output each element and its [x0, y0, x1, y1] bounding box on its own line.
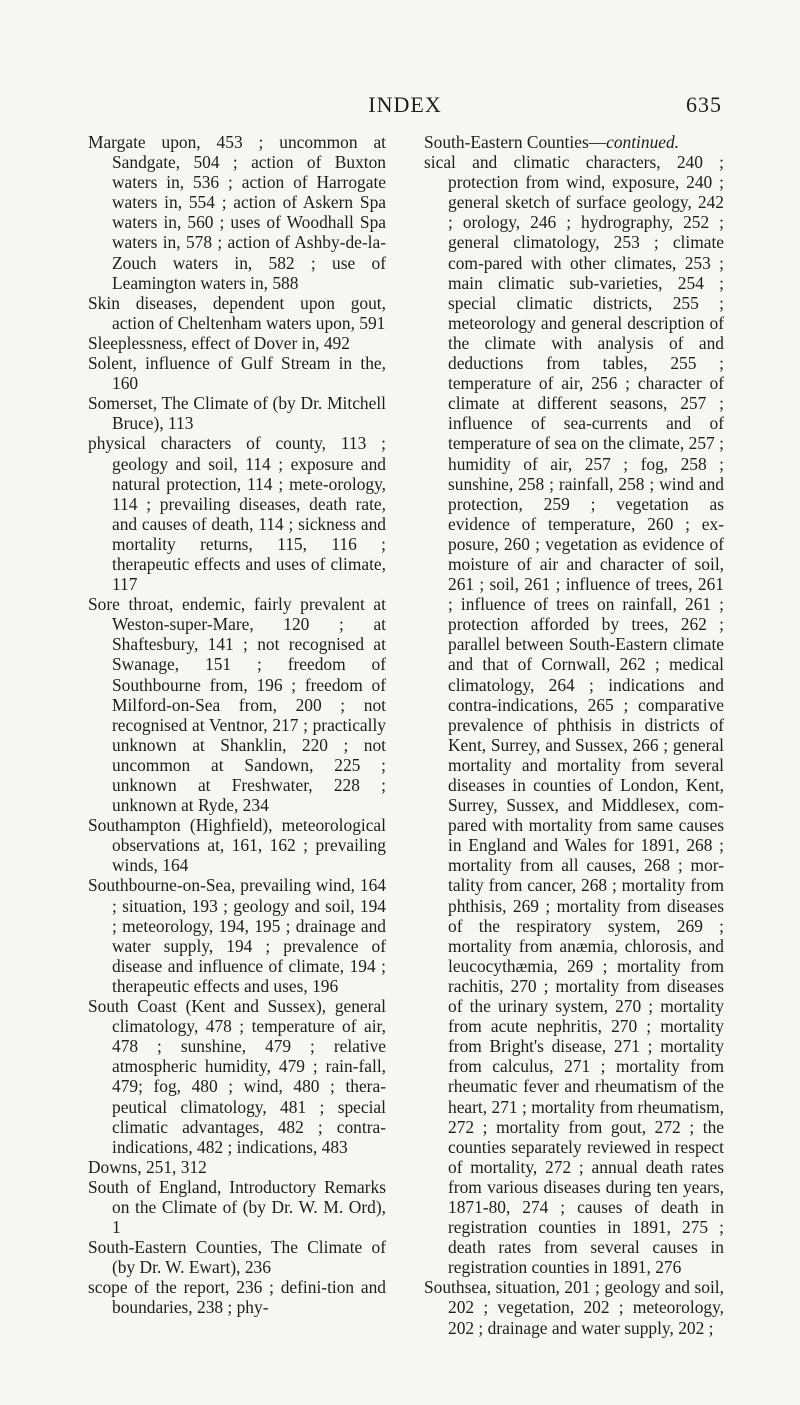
index-entry: South of England, Introductory Remarks on the Climate of (by Dr. W. M. Ord), 1	[88, 1176, 386, 1238]
index-entry: Somerset, The Climate of (by Dr. Mitchell Bruce), 113	[88, 393, 386, 434]
index-entry: Sore throat, endemic, fairly prevalent at Weston-super-Mare, 120 ; at Shaftesbury, 141 ; not recognised at Swanage, 151 ; freedom of Southbourne from, 196 ; freedom of Milford-on-Sea from, 200 ; not recognised at Ventnor, 217 ; practically unknown at Shanklin, 220 ; not uncommon at Sandown, 225 ; unknown at Freshwater, 228 ; unknown at Ryde, 234	[88, 594, 386, 816]
index-entry: Sleeplessness, effect of Dover in, 492	[88, 332, 350, 353]
index-entry: Margate upon, 453 ; uncommon at Sandgate, 504 ; action of Buxton waters in, 536 ; action of Harrogate waters in, 554 ; action of Askern Spa waters in, 560 ; uses of Woodhall Spa waters in, 578 ; action of Ashby-de-la-Zouch waters in, 582 ; use of Leamington waters in, 588	[88, 132, 386, 293]
continued-heading-text: South-Eastern Counties—	[424, 132, 607, 152]
index-entry: Southbourne-on-Sea, prevailing wind, 164 ; situation, 193 ; geology and soil, 194 ; meteorology, 194, 195 ; drainage and water supply, 194 ; prevalence of disease and influence of climate, 194 ; therapeutic effects and uses, 196	[88, 875, 386, 996]
page-title: INDEX	[368, 92, 442, 117]
index-entry: Downs, 251, 312	[88, 1156, 207, 1177]
right-column	[424, 132, 724, 1338]
index-entry: Skin diseases, dependent upon gout, action of Cheltenham waters upon, 591	[88, 292, 386, 333]
index-entry: scope of the report, 236 ; defini-tion and boundaries, 238 ; phy-	[88, 1277, 386, 1318]
page-number: 635	[686, 92, 722, 117]
left-column	[88, 132, 386, 1318]
continued-heading	[424, 132, 724, 152]
continued-entry-text: sical and climatic characters, 240 ; protection from wind, exposure, 240 ; general sketch of surface geology, 242 ; orology, 246 ; hydrography, 252 ; general climatology, 253 ; climate com-pared with other climates, 253 ; main climatic sub-varieties, 254 ; special climatic districts, 255 ; meteorology and general description of the climate with analysis of and deductions from tables, 255 ; temperature of air, 256 ; character of climate at different seasons, 257 ; influence of sea-currents and of temperature of sea on the climate, 257 ; humidity of air, 257 ; fog, 258 ; sunshine, 258 ; rainfall, 258 ; wind and protection, 259 ; vegetation as evidence of temperature, 260 ; ex-posure, 260 ; vegetation as evidence of moisture of air and character of soil, 261 ; soil, 261 ; influence of trees, 261 ; influence of trees on rainfall, 261 ; protection afforded by trees, 262 ; parallel between South-Eastern climate and that of Cornwall, 262 ; medical climatology, 264 ; indications and contra-indications, 265 ; comparative prevalence of phthisis in districts of Kent, Surrey, and Sussex, 266 ; general mortality and mortality from several diseases in counties of London, Kent, Surrey, Sussex, and Middlesex, com-pared with mortality from same causes in England and Wales for 1891, 268 ; mortality from all causes, 268 ; mor-tality from cancer, 268 ; mortality from phthisis, 269 ; mortality from diseases of the respiratory system, 269 ; mortality from anæmia, chlorosis, and leucocythæmia, 269 ; mortality from rachitis, 270 ; mortality from diseases of the urinary system, 270 ; mortality from acute nephritis, 270 ; mortality from Bright's disease, 271 ; mortality from calculus, 271 ; mortality from rheumatic fever and rheumatism of the heart, 271 ; mortality from rheumatism, 272 ; mortality from gout, 272 ; the counties separately reviewed in respect of mortality, 272 ; annual death rates from various diseases during ten years, 1871-80, 274 ; causes of death in registration counties in 1891, 275 ; death rates from several causes in registration counties in 1891, 276	[424, 152, 724, 1278]
page-header	[88, 92, 722, 118]
index-entry: Solent, influence of Gulf Stream in the, 160	[88, 353, 386, 394]
index-entry: South Coast (Kent and Sussex), general climatology, 478 ; temperature of air, 478 ; sunshine, 479 ; relative atmospheric humidity, 479 ; rain-fall, 479; fog, 480 ; wind, 480 ; thera-peutical climatology, 481 ; special climatic advantages, 482 ; contra-indications, 482 ; indications, 483	[88, 996, 386, 1157]
index-entry: Southsea, situation, 201 ; geology and soil, 202 ; vegetation, 202 ; meteorology, 202 ; drainage and water supply, 202 ;	[424, 1277, 724, 1338]
continued-label: continued.	[606, 132, 680, 152]
index-entry: Southampton (Highfield), meteorological observations at, 161, 162 ; prevailing winds, 164	[88, 815, 386, 876]
index-entry: South-Eastern Counties, The Climate of (by Dr. W. Ewart), 236	[88, 1237, 386, 1278]
index-entry: physical characters of county, 113 ; geology and soil, 114 ; exposure and natural protection, 114 ; mete-orology, 114 ; prevailing diseases, death rate, and causes of death, 114 ; sickness and mortality returns, 115, 116 ; therapeutic effects and uses of climate, 117	[88, 433, 386, 595]
